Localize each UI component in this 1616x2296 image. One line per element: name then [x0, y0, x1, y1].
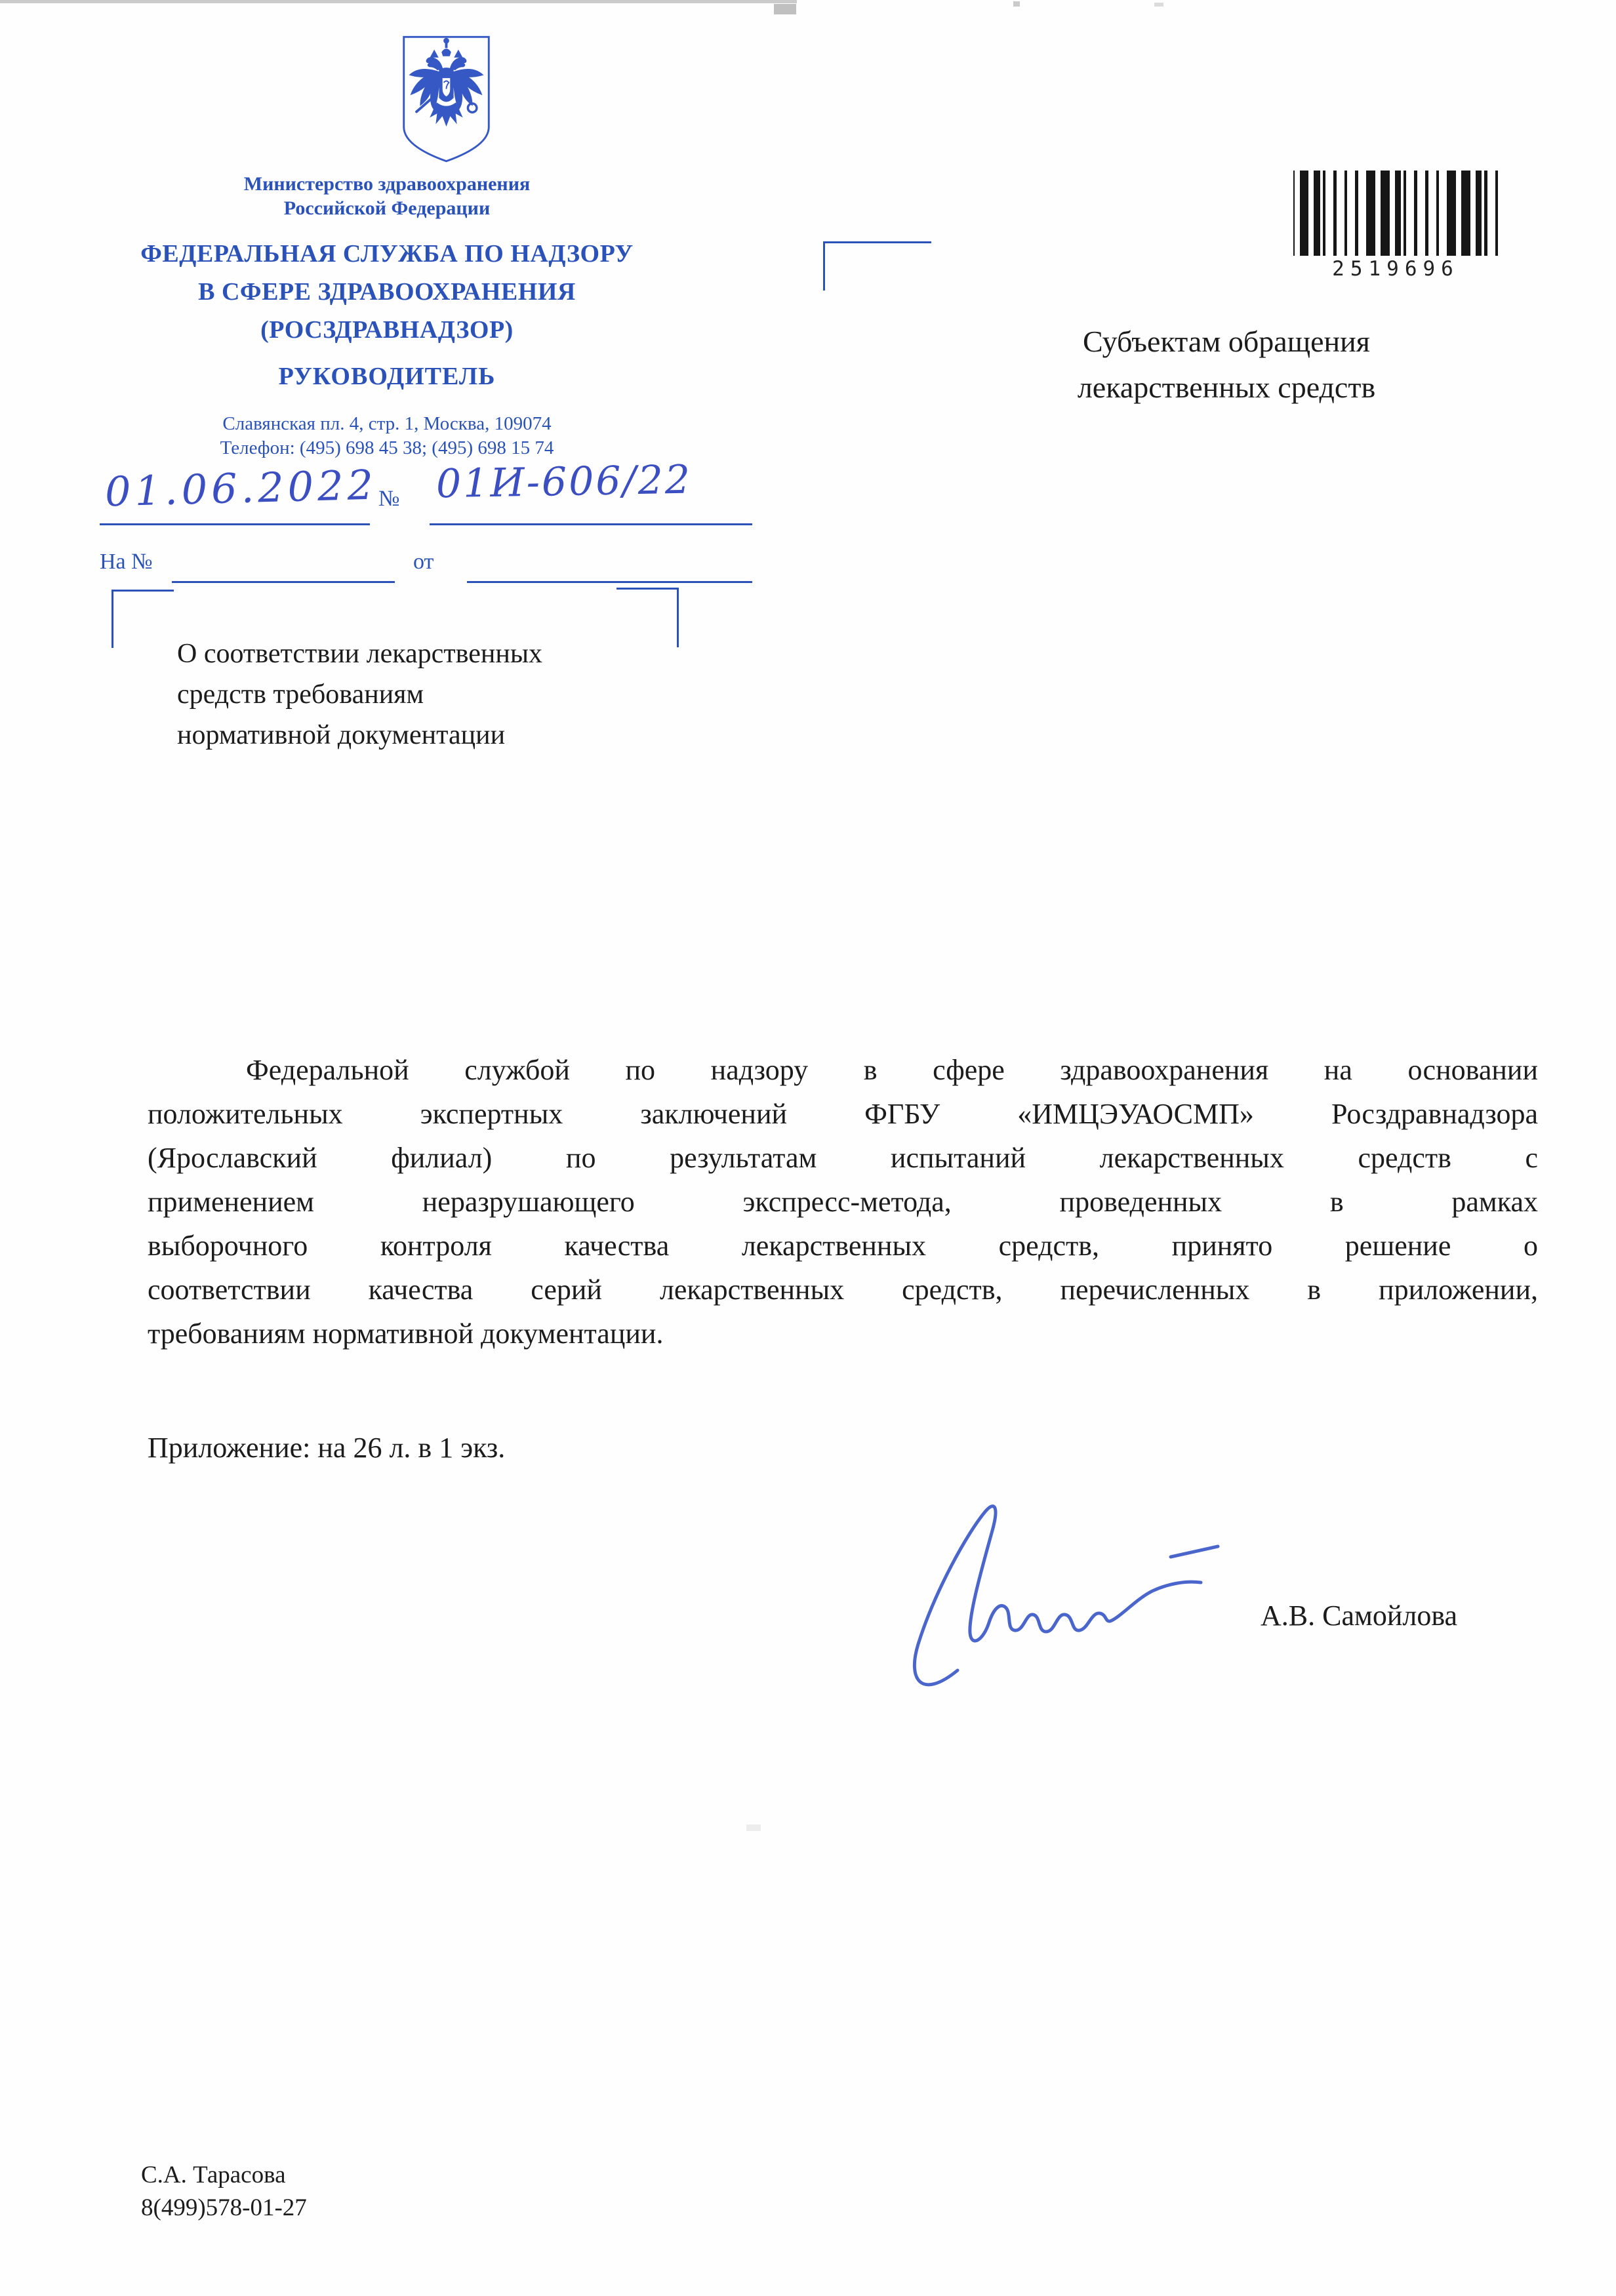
body-paragraph	[148, 1048, 1538, 1356]
body-line: применением неразрушающего экспресс-метода, проведенных в рамках	[148, 1186, 1538, 1218]
executor-block	[141, 2159, 307, 2225]
service-line3: (РОСЗДРАВНАДЗОР)	[260, 316, 514, 344]
signer-name: А.В. Самойлова	[1261, 1600, 1458, 1632]
scan-artifact	[1013, 1, 1020, 7]
phone-line: Телефон: (495) 698 45 38; (495) 698 15 74	[220, 437, 554, 458]
ministry-line2: Российской Федерации	[283, 197, 491, 219]
body-line: (Ярославский филиал) по результатам испытаний лекарственных средств с	[148, 1142, 1538, 1174]
service-name	[59, 235, 715, 349]
recipient-block	[931, 319, 1522, 411]
executor-phone: 8(499)578-01-27	[141, 2194, 307, 2221]
recipient-line2: лекарственных средств	[1077, 371, 1376, 404]
body-line: соответствии качества серий лекарственных средств, перечисленных в приложении,	[148, 1274, 1538, 1306]
ministry-line1: Министерство здравоохранения	[243, 173, 531, 195]
number-underline	[430, 523, 752, 525]
signature-icon	[895, 1483, 1269, 1700]
ministry-name	[59, 172, 715, 220]
subject-block	[177, 634, 689, 755]
reply-from-label: от	[413, 550, 434, 574]
scan-artifact	[1154, 3, 1163, 7]
executor-name: С.А. Тарасова	[141, 2162, 286, 2188]
date-underline	[100, 523, 370, 525]
contact-block	[59, 412, 715, 460]
barcode-number: 2519696	[1332, 257, 1459, 281]
handwritten-date: 01.06.2022	[104, 460, 378, 516]
body-line: положительных экспертных заключений ФГБУ «ИМЦЭУАОСМП» Росздравнадзора	[148, 1098, 1538, 1130]
barcode-bars	[1293, 171, 1498, 256]
subject-line3: нормативной документации	[177, 720, 506, 750]
subject-line2: средств требованиям	[177, 679, 424, 710]
body-line: выборочного контроля качества лекарственных средств, принято решение о	[148, 1230, 1538, 1262]
scan-artifact	[746, 1824, 761, 1831]
service-line2: В СФЕРЕ ЗДРАВООХРАНЕНИЯ	[198, 278, 576, 306]
reply-number-underline	[172, 581, 395, 583]
scan-artifact	[774, 4, 796, 14]
service-line1: ФЕДЕРАЛЬНАЯ СЛУЖБА ПО НАДЗОРУ	[140, 240, 634, 268]
corner-mark	[823, 241, 931, 291]
attachment-note: Приложение: на 26 л. в 1 экз.	[148, 1432, 506, 1464]
recipient-line1: Субъектам обращения	[1083, 325, 1370, 358]
subject-line1: О соответствии лекарственных	[177, 639, 543, 669]
corner-mark	[111, 590, 174, 648]
address-line: Славянская пл. 4, стр. 1, Москва, 109074	[222, 413, 552, 434]
russian-coat-of-arms-icon	[399, 31, 494, 168]
reply-date-underline	[467, 581, 752, 583]
barcode	[1293, 171, 1498, 286]
handwritten-outgoing-number: 01И-606/22	[435, 456, 693, 508]
reply-number-label: На №	[100, 550, 153, 574]
number-sign: №	[378, 487, 400, 511]
body-line: Федеральной службой по надзору в сфере здравоохранения на основании	[246, 1054, 1538, 1086]
body-line: требованиям нормативной документации.	[148, 1318, 664, 1350]
position-title: РУКОВОДИТЕЛЬ	[278, 363, 496, 390]
scan-artifact	[0, 0, 797, 3]
